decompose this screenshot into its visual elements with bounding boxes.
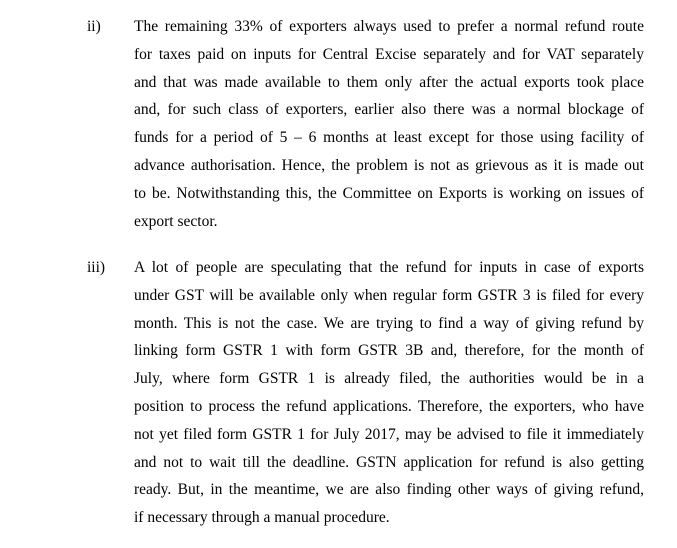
text-line: July, where form GSTR 1 is already filed, the authorities would be in a	[134, 370, 644, 388]
text-line: for taxes paid on inputs for Central Excise separately and for VAT separately	[134, 45, 644, 63]
list-marker: ii)	[87, 18, 101, 35]
text-line: advance authorisation. Hence, the problem is not as grievous as it is made out	[134, 156, 644, 174]
text-line: funds for a period of 5 – 6 months at least except for those using facility of	[134, 129, 644, 147]
text-line: export sector.	[134, 212, 218, 230]
list-marker: iii)	[87, 259, 106, 276]
text-line: if necessary through a manual procedure.	[134, 509, 390, 527]
text-line: and not to wait till the deadline. GSTN application for refund is also getting	[134, 453, 644, 471]
text-line: ready. But, in the meantime, we are also finding other ways of giving refund,	[134, 481, 644, 499]
text-line: and, for such class of exporters, earlier also there was a normal blockage of	[134, 101, 644, 119]
text-line: position to process the refund applications. Therefore, the exporters, who have	[134, 397, 644, 415]
text-line: to be. Notwithstanding this, the Committee on Exports is working on issues of	[134, 184, 644, 202]
text-line: month. This is not the case. We are trying to find a way of giving refund by	[134, 314, 644, 332]
text-line: not yet filed form GSTR 1 for July 2017, may be advised to file it immediately	[134, 425, 644, 443]
paragraph-iii	[134, 254, 644, 532]
text-line: under GST will be available only when regular form GSTR 3 is filed for every	[134, 286, 644, 304]
paragraph-ii	[134, 13, 644, 235]
text-line: linking form GSTR 1 with form GSTR 3B and, therefore, for the month of	[134, 342, 644, 360]
text-line: The remaining 33% of exporters always used to prefer a normal refund route	[134, 18, 644, 35]
text-line: and that was made available to them only after the actual exports took place	[134, 73, 644, 91]
text-line: A lot of people are speculating that the refund for inputs in case of exports	[134, 259, 644, 276]
